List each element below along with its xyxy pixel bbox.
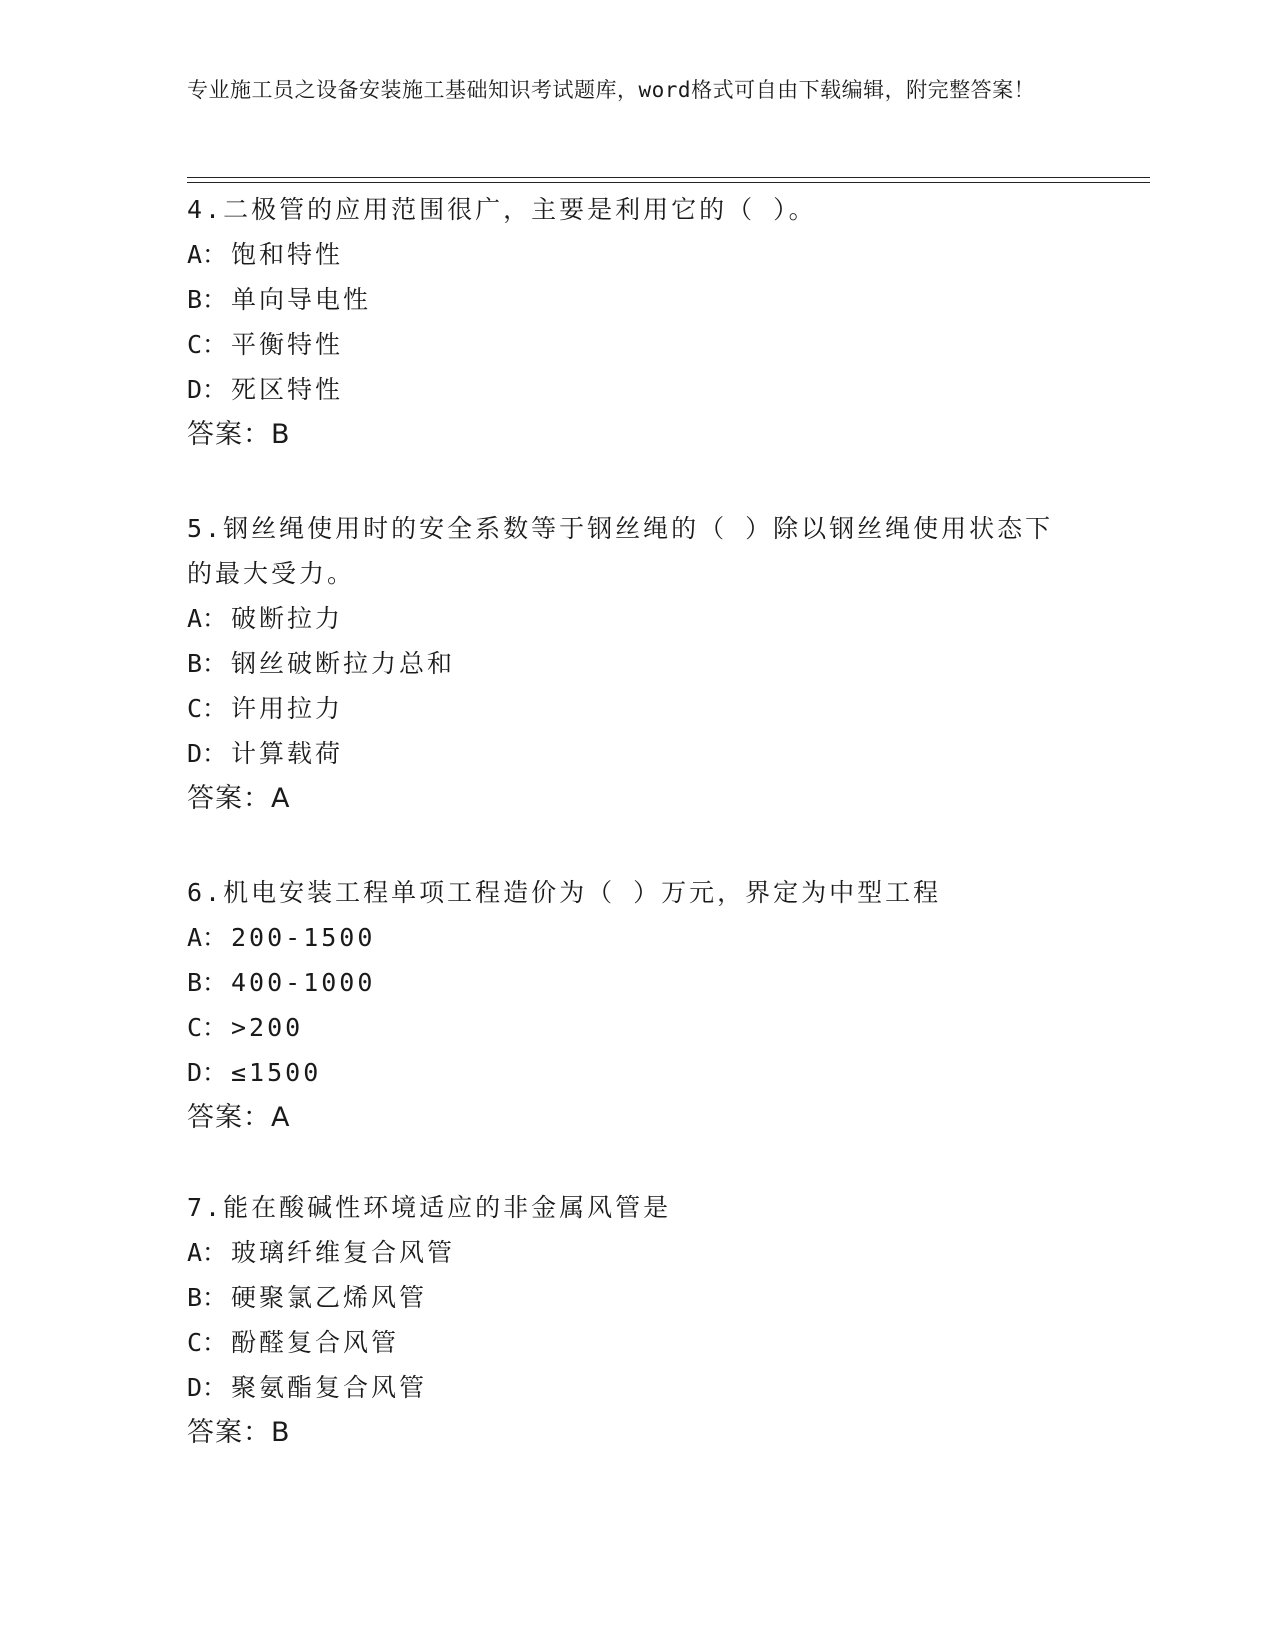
option-b: [187, 1275, 1087, 1320]
answer-label: 答案：B: [187, 419, 291, 450]
option-text: 计算载荷: [231, 739, 344, 768]
question-6: [187, 870, 1087, 1141]
option-key: D：: [187, 1058, 228, 1087]
option-c: [187, 1005, 1087, 1050]
option-text: 破断拉力: [231, 604, 344, 633]
option-key: D：: [187, 1373, 228, 1402]
option-b: [187, 641, 1087, 686]
answer-label: 答案：B: [187, 1417, 291, 1448]
answer-label: 答案：A: [187, 1102, 291, 1133]
question-stem: 7.能在酸碱性环境适应的非金属风管是: [187, 1193, 672, 1222]
option-text: 许用拉力: [231, 694, 344, 723]
option-text: 酚醛复合风管: [231, 1328, 400, 1357]
option-text: >200: [231, 1013, 304, 1042]
question-7: [187, 1185, 1087, 1456]
option-key: B：: [187, 968, 228, 997]
option-d: [187, 1050, 1087, 1095]
option-key: A：: [187, 923, 228, 952]
option-text: 400-1000: [231, 968, 376, 997]
header-divider-bottom: [187, 182, 1150, 183]
option-a: [187, 915, 1087, 960]
question-4: [187, 187, 1087, 458]
option-key: B：: [187, 285, 228, 314]
option-key: A：: [187, 604, 228, 633]
option-key: A：: [187, 240, 228, 269]
option-key: A：: [187, 1238, 228, 1267]
option-key: C：: [187, 694, 228, 723]
option-text: 200-1500: [231, 923, 376, 952]
document-header: 专业施工员之设备安装施工基础知识考试题库，word格式可自由下载编辑，附完整答案！: [187, 78, 1036, 102]
option-key: D：: [187, 375, 228, 404]
option-b: [187, 277, 1087, 322]
header-divider-top: [187, 177, 1150, 178]
option-key: B：: [187, 649, 228, 678]
option-c: [187, 322, 1087, 367]
option-key: C：: [187, 1013, 228, 1042]
question-5: [187, 506, 1087, 822]
option-key: C：: [187, 330, 228, 359]
option-a: [187, 1230, 1087, 1275]
question-stem: 6.机电安装工程单项工程造价为（ ）万元，界定为中型工程: [187, 878, 942, 907]
option-d: [187, 731, 1087, 776]
option-text: 死区特性: [231, 375, 344, 404]
question-stem: 4.二极管的应用范围很广，主要是利用它的（ ）。: [187, 195, 817, 224]
option-c: [187, 1320, 1087, 1365]
question-stem: 5.钢丝绳使用时的安全系数等于钢丝绳的（ ）除以钢丝绳使用状态下的最大受力。: [187, 514, 1054, 588]
option-text: 钢丝破断拉力总和: [231, 649, 456, 678]
answer-label: 答案：A: [187, 783, 291, 814]
option-key: B：: [187, 1283, 228, 1312]
option-text: 玻璃纤维复合风管: [231, 1238, 456, 1267]
option-text: 聚氨酯复合风管: [231, 1373, 428, 1402]
option-text: ≤1500: [231, 1058, 322, 1087]
option-key: C：: [187, 1328, 228, 1357]
option-a: [187, 596, 1087, 641]
option-text: 饱和特性: [231, 240, 344, 269]
option-a: [187, 232, 1087, 277]
option-d: [187, 367, 1087, 412]
option-c: [187, 686, 1087, 731]
option-text: 硬聚氯乙烯风管: [231, 1283, 428, 1312]
option-key: D：: [187, 739, 228, 768]
option-b: [187, 960, 1087, 1005]
option-text: 单向导电性: [231, 285, 372, 314]
option-d: [187, 1365, 1087, 1410]
option-text: 平衡特性: [231, 330, 344, 359]
